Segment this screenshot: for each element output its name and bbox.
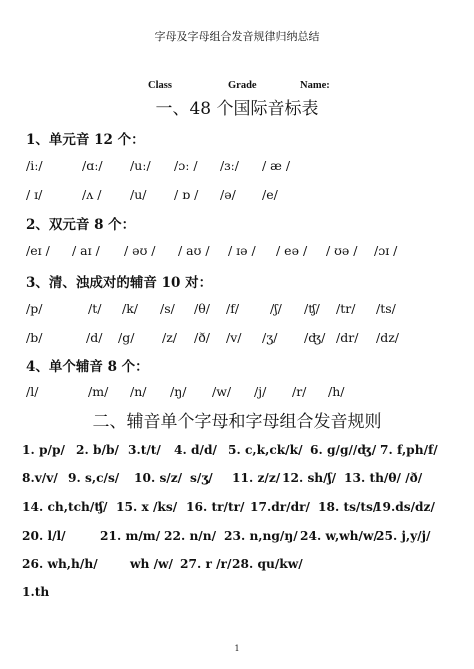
class-label: Class [148, 80, 172, 91]
rule-item: 11. z/z/ [232, 471, 281, 485]
monophthong-row-long [0, 158, 474, 174]
rule-item: 4. d/d/ [174, 443, 217, 457]
rules-row-1 [0, 443, 474, 459]
section-single-consonants: 4、单个辅音 8 个： [26, 359, 149, 375]
phoneme: /g/ [118, 330, 135, 345]
section-diphthongs: 2、双元音 8 个： [26, 217, 136, 233]
voiceless-consonant-row [0, 301, 474, 317]
phoneme: /θ/ [194, 301, 210, 316]
single-consonant-row [0, 384, 474, 400]
rule-item: 14. ch,tch/ʧ/ [22, 500, 108, 514]
phoneme: /j/ [254, 384, 267, 399]
phoneme: /v/ [226, 330, 242, 345]
phoneme: /p/ [26, 301, 43, 316]
phoneme: /n/ [130, 384, 147, 399]
phoneme: /ɑː/ [82, 158, 103, 173]
rule-item: 3.t/t/ [128, 443, 161, 457]
phoneme: /ʒ/ [262, 330, 278, 345]
phoneme: /ɜː/ [220, 158, 239, 173]
rule-item: 26. wh,h/h/ [22, 557, 98, 571]
rules-row-4 [0, 529, 474, 545]
rule-item: 18. ts/ts/ [318, 500, 378, 514]
rule-item: 27. r /r/ [180, 557, 232, 571]
rule-item: 15. x /ks/ [116, 500, 178, 514]
rule-item: 25. j,y/j/ [376, 529, 431, 543]
section-paired-consonants: 3、清、浊成对的辅音 10 对： [26, 275, 213, 291]
voiced-consonant-row [0, 330, 474, 346]
phoneme: /d/ [86, 330, 103, 345]
phoneme: /ə/ [220, 187, 236, 202]
rule-item: 19.ds/dz/ [374, 500, 435, 514]
phoneme: /ɔː / [174, 158, 198, 173]
phoneme: /h/ [328, 384, 345, 399]
heading-ipa-table: 一、48 个国际音标表 [155, 99, 319, 119]
rule-item: 20. l/l/ [22, 529, 66, 543]
grade-label: Grade [228, 80, 257, 91]
phoneme: /t/ [88, 301, 102, 316]
rules-row-3 [0, 500, 474, 516]
heading-consonant-rules: 二、辅音单个字母和字母组合发音规则 [92, 412, 382, 432]
phoneme: / aʊ / [178, 243, 210, 258]
phoneme: /b/ [26, 330, 43, 345]
phoneme: / əʊ / [124, 243, 156, 258]
phoneme: /e/ [262, 187, 278, 202]
rules-row-2 [0, 471, 474, 487]
rule-item: 23. n,ng/ŋ/ [224, 529, 298, 543]
phoneme: / aɪ / [72, 243, 100, 258]
section-monophthongs: 1、单元音 12 个： [26, 132, 145, 148]
phoneme: /ŋ/ [170, 384, 187, 399]
phoneme: /k/ [122, 301, 138, 316]
next-section-start: 1.th [22, 585, 50, 599]
rule-item: 8.v/v/ [22, 471, 58, 485]
phoneme: /u/ [130, 187, 147, 202]
phoneme: /z/ [162, 330, 178, 345]
diphthong-row [0, 243, 474, 259]
phoneme: /w/ [212, 384, 232, 399]
phoneme: /iː/ [26, 158, 43, 173]
rule-item: 7. f,ph/f/ [380, 443, 438, 457]
phoneme: /ʤ/ [304, 330, 326, 345]
rule-item: 24. w,wh/w/ [300, 529, 378, 543]
phoneme: /dz/ [376, 330, 400, 345]
rule-item: wh /w/ [130, 557, 173, 571]
monophthong-row-short [0, 187, 474, 203]
phoneme: / eə / [276, 243, 308, 258]
phoneme: / ɒ / [174, 187, 199, 202]
page-number: 1 [234, 644, 240, 653]
phoneme: / ɪ/ [26, 187, 43, 202]
rule-item: 28. qu/kw/ [232, 557, 303, 571]
rule-item: s/ʒ/ [190, 471, 213, 485]
document-title: 字母及字母组合发音规律归纳总结 [154, 30, 320, 43]
phoneme: /tr/ [336, 301, 356, 316]
phoneme: /ʧ/ [304, 301, 320, 316]
phoneme: /eɪ / [26, 243, 50, 258]
phoneme: / æ / [262, 158, 291, 173]
name-label: Name: [300, 80, 330, 91]
rule-item: 1. p/p/ [22, 443, 65, 457]
phoneme: /dr/ [336, 330, 359, 345]
phoneme: /m/ [88, 384, 109, 399]
rule-item: 12. sh/ʃ/ [282, 471, 337, 485]
rule-item: 9. s,c/s/ [68, 471, 120, 485]
rules-row-5 [0, 557, 474, 573]
phoneme: /ts/ [376, 301, 396, 316]
rule-item: 21. m/m/ [100, 529, 161, 543]
phoneme: /s/ [160, 301, 175, 316]
phoneme: /ʃ/ [270, 301, 282, 316]
phoneme: / ʊə / [326, 243, 358, 258]
rule-item: 2. b/b/ [76, 443, 119, 457]
phoneme: /ɔɪ / [374, 243, 398, 258]
rule-item: 16. tr/tr/ [186, 500, 245, 514]
rule-item: 22. n/n/ [164, 529, 217, 543]
phoneme: /l/ [26, 384, 39, 399]
rule-item: 13. th/θ/ /ð/ [344, 471, 423, 485]
phoneme: /ð/ [194, 330, 210, 345]
rule-item: 17.dr/dr/ [250, 500, 310, 514]
rule-item: 10. s/z/ [134, 471, 183, 485]
phoneme: /ʌ / [82, 187, 102, 202]
phoneme: /r/ [292, 384, 307, 399]
rule-item: 6. g/g//ʤ/ [310, 443, 377, 457]
phoneme: /f/ [226, 301, 240, 316]
phoneme: / ɪə / [228, 243, 256, 258]
phoneme: /uː/ [130, 158, 151, 173]
rule-item: 5. c,k,ck/k/ [228, 443, 303, 457]
